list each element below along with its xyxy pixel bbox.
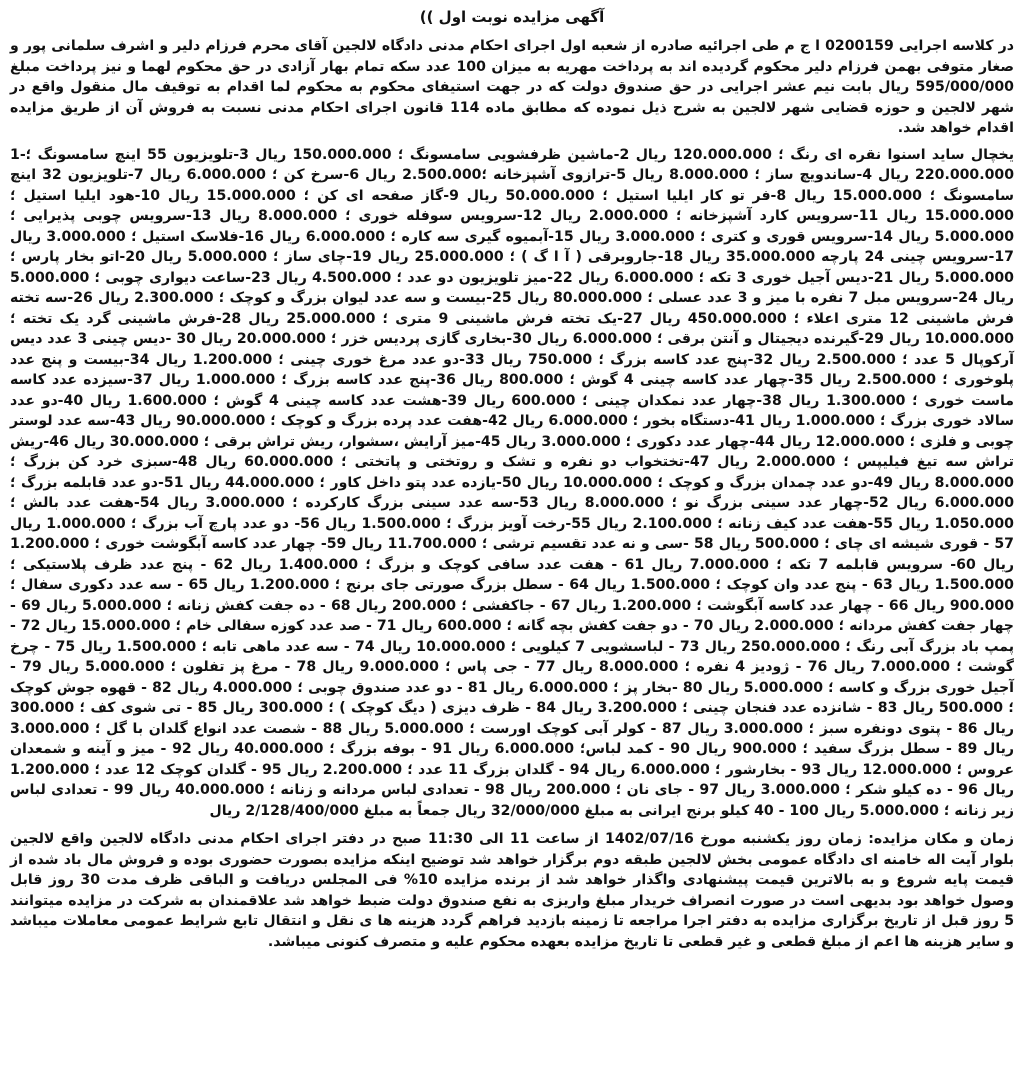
notice-title: آگهی مزایده نوبت اول ))	[419, 8, 605, 26]
notice-items-paragraph: یخچال ساید اسنوا نقره ای رنگ ؛ 120.000.000 ریال 2-ماشین ظرفشویی سامسونگ ؛ 150.000.000 ریال 3-تلویزیون 55 اینچ سامسونگ ؛-1 220.000.000 ریال 4-ساندویچ ساز ؛ 8.000.000 ریال 5-ترازوی آشپزخانه ؛2.500.000 ریال 6-سرخ کن ؛ 6.000.000 ریال 7-تلویزیون 32 اینچ سامسونگ ؛ 15.000.000 ریال 8-فر تو کار ایلیا استیل ؛ 50.000.000 ریال 9-گاز صفحه ای کن ؛ 15.000.000 ریال 10-هود ایلیا استیل ؛ 15.000.000 ریال 11-سرویس کارد آشپزخانه ؛ 2.000.000 ریال 12-سرویس سوفله خوری ؛ 8.000.000 ریال 13-سرویس چوبی پذیرایی ؛ 5.000.000 ریال 14-سرویس قوری و کتری ؛ 3.000.000 ریال 15-آبمیوه گیری سه کاره ؛ 6.000.000 ریال 16-فلاسک استیل ؛ 3.000.000 ریال 17-سرویس چینی 24 پارچه 35.000.000 ریال 18-جاروبرقی ( آ ا گ ) ؛ 25.000.000 ریال 19-چای ساز ؛ 5.000.000 ریال 20-اتو بخار پارس ؛ 5.000.000 ریال 21-دیس آجیل خوری 3 تکه ؛ 6.000.000 ریال 22-میز تلویزیون دو عدد ؛ 4.500.000 ریال 23-ساعت دیواری چوبی ؛ 5.000.000 ریال 24-سرویس مبل 7 نفره با میز و 3 عدد عسلی ؛ 80.000.000 ریال 25-بیست و سه عدد لیوان بزرگ و کوچک ؛ 2.300.000 ریال 26-سه تخته فرش ماشینی 12 متری اعلاء ؛ 450.000.000 ریال 27-یک تخته فرش ماشینی 9 متری ؛ 25.000.000 ریال 28-فرش ماشینی گرد یک تخته ؛ 10.000.000 ریال 29-گیرنده دیجیتال و آنتن برقی ؛ 6.000.000 ریال 30-بخاری گازی پردیس خزر ؛ 20.000.000 ریال 30 -دیس چینی 3 عدد دیس آرکوپال 5 عدد ؛ 2.500.000 ریال 32-پنج عدد کاسه بزرگ ؛ 750.000 ریال 33-دو عدد مرغ خوری چینی ؛ 1.200.000 ریال 34-بیست و پنج عدد پلوخوری ؛ 2.500.000 ریال 35-چهار عدد کاسه چینی 4 گوش ؛ 800.000 ریال 36-پنج عدد کاسه بزرگ ؛ 1.000.000 ریال 37-سیزده عدد کاسه ماست خوری ؛ 1.300.000 ریال 38-چهار عدد نمکدان چینی ؛ 600.000 ریال 39-هشت عدد کاسه چینی 4 گوش ؛ 1.600.000 ریال 40-دو عدد سالاد خوری بزرگ ؛ 1.000.000 ریال 41-دستگاه بخور ؛ 6.000.000 ریال 42-هفت عدد پرده بزرگ و کوچک ؛ 90.000.000 ریال 43-سه عدد لوستر چوبی و فلزی ؛ 12.000.000 ریال 44-چهار عدد دکوری ؛ 3.000.000 ریال 45-میز آرایش ،سشوار، ریش تراش برقی ؛ 30.000.000 ریال 46-ریش تراش سه تیغ فیلیپس ؛ 2.000.000 ریال 47-تختخواب دو نفره و تشک و روتختی و پاتختی ؛ 60.000.000 ریال 48-سبزی خرد کن بزرگ ؛ 8.000.000 ریال 49-دو عدد چمدان بزرگ و کوچک ؛ 10.000.000 ریال 50-یازده عدد پتو داخل کاور ؛ 44.000.000 ریال 51-دو عدد قابلمه بزرگ ؛ 6.000.000 ریال 52-چهار عدد سینی بزرگ نو ؛ 8.000.000 ریال 53-سه عدد سینی بزرگ کارکرده ؛ 3.000.000 ریال 54-هفت عدد بالش ؛ 1.050.000 ریال 55-هفت عدد کیف زنانه ؛ 2.100.000 ریال 55-رخت آویز بزرگ ؛ 1.500.000 ریال 56- دو عدد پارچ آب بزرگ ؛ 1.000.000 ریال 57 - قوری شیشه ای چای ؛ 500.000 ریال 58 -سی و نه عدد تقسیم ترشی ؛ 11.700.000 ریال 59- چهار عدد کاسه آبگوشت خوری ؛ 1.200.000 ریال 60- سرویس قابلمه 7 تکه ؛ 7.000.000 ریال 61 - هفت عدد سافی کوچک و بزرگ ؛ 1.400.000 ریال 62 - پنج عدد ظرف پلاستیکی ؛ 1.500.000 ریال 63 - پنج عدد وان کوچک ؛ 1.500.000 ریال 64 - سطل بزرگ صورتی جای برنج ؛ 1.200.000 ریال 65 - سه عدد دکوری سفال ؛ 900.000 ریال 66 - چهار عدد کاسه آبگوشت ؛ 1.200.000 ریال 67 - جاکفشی ؛ 200.000 ریال 68 - ده جفت کفش زنانه ؛ 5.000.000 ریال 69 - چهار جفت کفش مردانه ؛ 2.000.000 ریال 70 - دو جفت کفش بچه گانه ؛ 600.000 ریال 71 - صد عدد کوزه سفالی خام ؛ 15.000.000 ریال 72 - پمپ باد بزرگ آبی رنگ ؛ 250.000.000 ریال 73 - لباسشویی 7 کیلویی ؛ 10.000.000 ریال 74 - سه عدد ماهی تابه ؛ 1.500.000 ریال 75 - چرخ گوشت ؛ 7.000.000 ریال 76 - ژودیز 4 نفره ؛ 8.000.000 ریال 77 - جی پاس ؛ 9.000.000 ریال 78 - مرغ پز تفلون ؛ 5.000.000 ریال 79 - آجیل خوری بزرگ و کاسه ؛ 5.000.000 ریال 80 -بخار پز ؛ 6.000.000 ریال 81 - دو عدد صندوق چوبی ؛ 4.000.000 ریال 82 - قهوه جوش کوچک ؛ 500.000 ریال 83 - شانزده عدد فنجان چینی ؛ 3.200.000 ریال 84 - ظرف دیزی ( دیگ کوچک ) ؛ 300.000 ریال 85 - تی شوی کف ؛ 300.000 ریال 86 - پتوی دونفره سبز ؛ 3.000.000 ریال 87 - کولر آبی کوچک اورست ؛ 5.000.000 ریال 88 - شصت عدد انواع گلدان با گل ؛ 3.000.000 ریال 89 - سطل بزرگ سفید ؛ 900.000 ریال 90 - کمد لباس؛ 6.000.000 ریال 91 - بوفه بزرگ ؛ 40.000.000 ریال 92 - میز و آینه و شمعدان عروس ؛ 12.000.000 ریال 93 - بخارشور ؛ 6.000.000 ریال 94 - گلدان بزرگ 11 عدد ؛ 2.200.000 ریال 95 - گلدان کوچک 12 عدد ؛ 1.200.000 ریال 96 - ده کیلو شکر ؛ 3.000.000 ریال 97 - جای نان ؛ 200.000 ریال 98 - تعدادی لباس مردانه و زنانه ؛ 40.000.000 ریال 99 - تعدادی لباس زیر زنانه ؛ 5.000.000 ریال 100 - 40 کیلو برنج ایرانی به مبلغ 32/000/000 ریال جمعاً به مبلغ 2/128/400/000 ریال	[10, 146, 1015, 819]
notice-terms-paragraph: زمان و مکان مزایده: زمان روز یکشنبه مورخ 1402/07/16 از ساعت 11 الی 11:30 صبح در دفتر اجرای احکام مدنی دادگاه لالجین واقع لالجین بلوار آیت اله خامنه ای دادگاه عمومی بخش لالجین طبقه دوم برگزار خواهد شد توضیح اینکه مزایده بصورت حضوری بوده و فروش مال باد شده از قیمت پایه شروع و به بالاترین قیمت پیشنهادی واگذار خواهد شد از برنده مزایده 10% فی المجلس دریافت و الباقی ظرف مدت 30 روز قابل وصول خواهد بود بدیهی است در صورت انصراف خریدار مبلغ واریزی به نفع صندوق دولت ضبط خواهد شد علاقمندان به شرکت در مزایده میتوانند 5 روز قبل از تاریخ برگزاری مزایده به دفتر اجرا مراجعه تا زمینه بازدید فراهم گردد هزینه ها ی نقل و انتقال تابع شرایط عمومی معاملات میباشد و سایر هزینه ها اعم از مبلغ قطعی و غیر قطعی تا تاریخ مزایده بعهده محکوم علیه و متصرف کنونی میباشد.	[10, 831, 1014, 950]
notice-intro-paragraph: در کلاسه اجرایی 0200159 ا ج م طی اجرائیه صادره از شعبه اول اجرای احکام مدنی دادگاه لالجین آقای محرم فرزام دلیر و اشرف سلمانی پور و صغار متوفی بهمن فرزام دلیر محکوم گردیده اند به پرداخت مهریه به میزان 100 عدد سکه تمام بهار آزادی در حق محکوم لهما و نیز پرداخت مبلغ 595/000/000 ریال بابت نیم عشر اجرایی در حق صندوق دولت که در جهت استیفای محکوم به محکوم لما اقدام به توقیف مال منقول واقع در شهر لالجین و حوزه قضایی شهر لالجین به شرح ذیل نموده که مطابق ماده 114 قانون اجرای احکام مدنی نسبت به فروش آن از طریق مزایده اقدام خواهد شد.	[10, 38, 1014, 136]
